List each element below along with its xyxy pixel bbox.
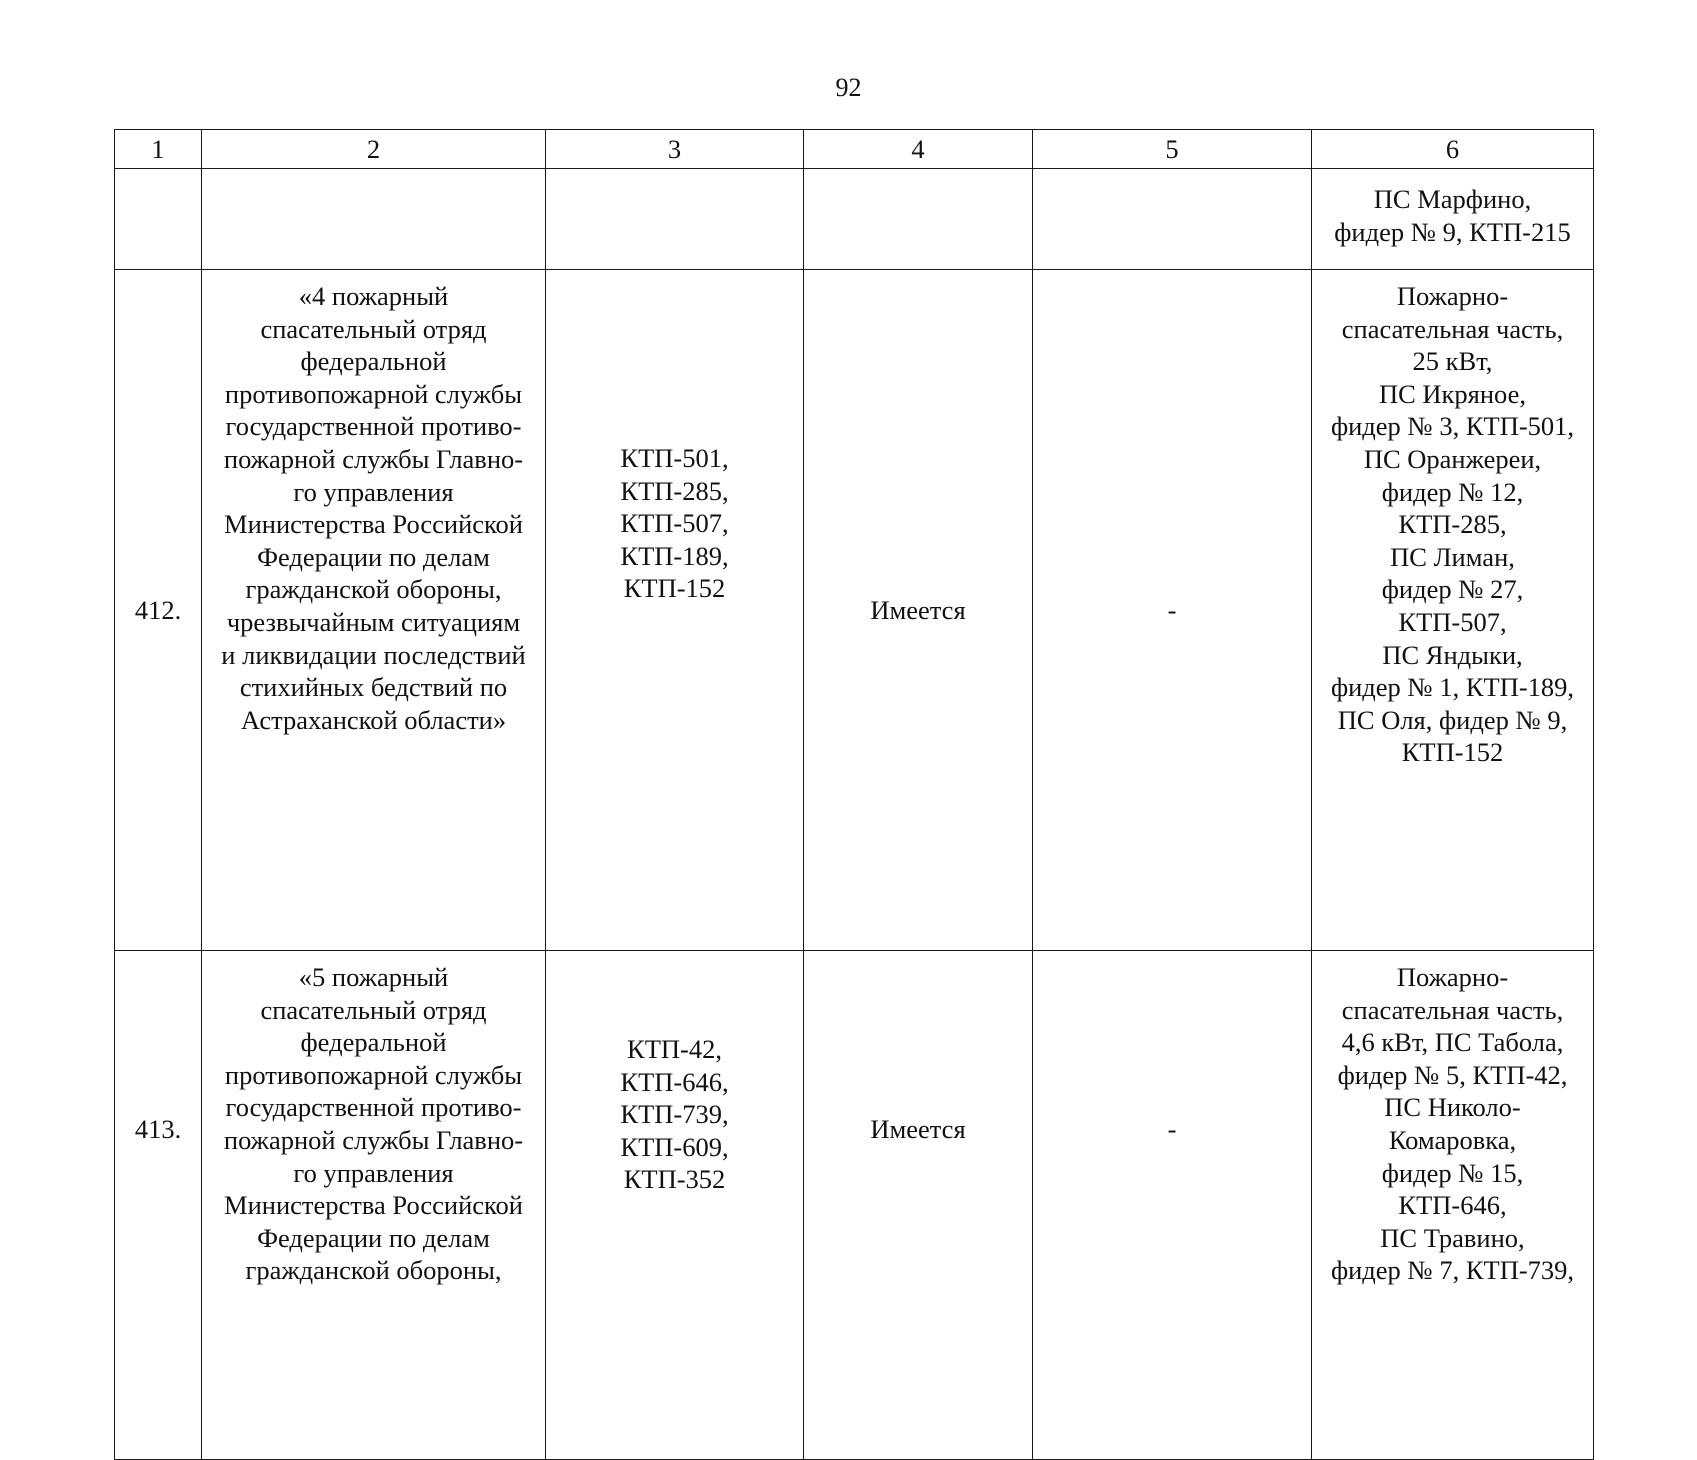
- availability-cell: Имеется: [804, 270, 1033, 951]
- table-row: [115, 951, 1594, 1460]
- organization-name-cell: «5 пожарный спасательный отряд федеральной противопожарной службы государственной противо- пожарной службы Главно- го управления Министерства Российской Федерации по делам гражданской обороны,: [202, 951, 546, 1460]
- availability-cell: Имеется: [804, 951, 1033, 1460]
- table-row-continuation: [115, 169, 1594, 270]
- power-source-cell: ПС Марфино, фидер № 9, КТП-215: [1312, 169, 1594, 270]
- power-source-cell: Пожарно- спасательная часть, 4,6 кВт, ПС Табола, фидер № 5, КТП-42, ПС Николо- Комаровка, фидер № 15, КТП-646, ПС Травино, фидер № 7, КТП-739,: [1312, 951, 1594, 1460]
- header-cell-5: 5: [1033, 130, 1312, 169]
- header-cell-3: 3: [546, 130, 804, 169]
- availability-cell: [804, 169, 1033, 270]
- row-number-cell: 412.: [115, 270, 202, 951]
- page-number: 92: [835, 73, 862, 102]
- row-number-cell: 413.: [115, 951, 202, 1460]
- organization-name-cell: [202, 169, 546, 270]
- column-5-cell: -: [1033, 951, 1312, 1460]
- substations-cell: КТП-42, КТП-646, КТП-739, КТП-609, КТП-352: [546, 951, 804, 1460]
- header-cell-2: 2: [202, 130, 546, 169]
- header-cell-1: 1: [115, 130, 202, 169]
- power-source-cell: Пожарно- спасательная часть, 25 кВт, ПС Икряное, фидер № 3, КТП-501, ПС Оранжереи, фидер № 12, КТП-285, ПС Лиман, фидер № 27, КТП-507, ПС Яндыки, фидер № 1, КТП-189, ПС Оля, фидер № 9, КТП-152: [1312, 270, 1594, 951]
- row-number-cell: [115, 169, 202, 270]
- substations-cell: [546, 169, 804, 270]
- header-cell-4: 4: [804, 130, 1033, 169]
- column-5-cell: [1033, 169, 1312, 270]
- column-5-cell: -: [1033, 270, 1312, 951]
- data-table: [114, 129, 1594, 1460]
- table-header-row: [115, 130, 1594, 169]
- table-row: [115, 270, 1594, 951]
- header-cell-6: 6: [1312, 130, 1594, 169]
- substations-cell: КТП-501, КТП-285, КТП-507, КТП-189, КТП-152: [546, 270, 804, 951]
- organization-name-cell: «4 пожарный спасательный отряд федеральной противопожарной службы государственной противо- пожарной службы Главно- го управления Министерства Российской Федерации по делам гражданской обороны, чрезвычайным ситуациям и ликвидации последствий стихийных бедствий по Астраханской области»: [202, 270, 546, 951]
